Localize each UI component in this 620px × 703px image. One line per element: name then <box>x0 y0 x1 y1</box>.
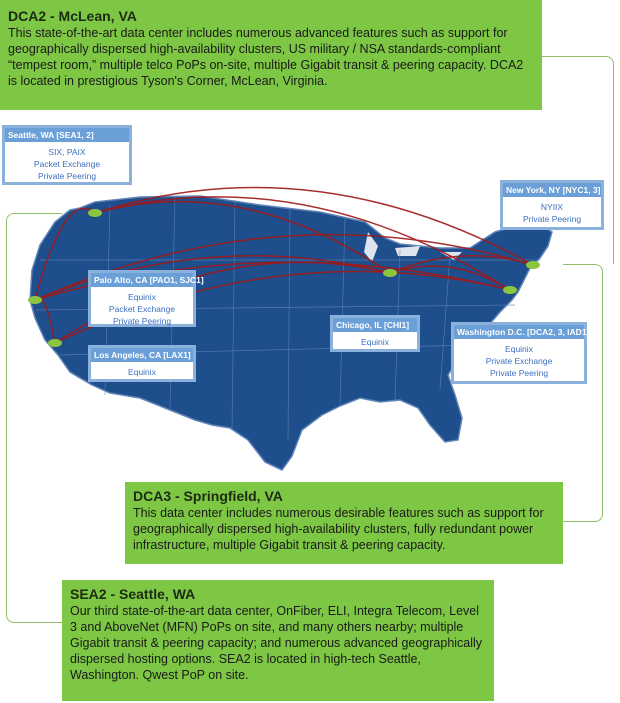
location-washington-dc-item: Equinix <box>505 344 533 354</box>
node-dc <box>503 286 517 294</box>
location-palo-alto-item: Private Peering <box>112 316 172 326</box>
location-nyc <box>500 180 604 230</box>
location-washington-dc-item: Private Peering <box>489 368 549 378</box>
dca3-title: DCA3 - Springfield, VA <box>133 488 283 504</box>
location-seattle-item: SIX, PAIX <box>48 147 86 157</box>
location-palo-alto <box>88 270 204 327</box>
location-palo-alto-header: Palo Alto, CA [PAO1, SJC1] <box>91 273 193 287</box>
location-washington-dc <box>451 322 590 384</box>
location-seattle <box>2 125 132 185</box>
node-seattle <box>88 209 102 217</box>
dca3-description: This data center includes numerous desirable features such as support for geographically dispersed high-availability clusters, fully redundant power infrastructure, multiple Gigabit transit & peering capacity. <box>133 506 544 552</box>
location-palo-alto-item: Equinix <box>128 292 156 302</box>
location-chicago-item: Equinix <box>361 337 389 347</box>
location-chicago <box>330 315 420 352</box>
node-la <box>48 339 62 347</box>
location-los-angeles-header: Los Angeles, CA [LAX1] <box>91 348 193 362</box>
location-nyc-item: Private Peering <box>522 214 582 224</box>
dca2-title: DCA2 - McLean, VA <box>8 8 137 24</box>
location-nyc-header: New York, NY [NYC1, 3] <box>503 183 601 197</box>
location-seattle-item: Packet Exchange <box>33 159 101 169</box>
location-washington-dc-header: Washington D.C. [DCA2, 3, IAD1] <box>454 325 584 339</box>
location-los-angeles-item: Equinix <box>128 367 156 377</box>
dca2-description: This state-of-the-art data center includes numerous advanced features such as support for geographically dispersed high-availability clusters, US military / NSA standards-compliant “tempest room,” multiple telco PoPs on-site, multiple Gigabit transit & peering capacity. DCA2 is located in prestigious Tyson's Corner, McLean, Virginia. <box>8 26 524 88</box>
node-chicago <box>383 269 397 277</box>
location-los-angeles <box>88 345 196 382</box>
dca2-info-box <box>0 0 542 110</box>
location-chicago-header: Chicago, IL [CHI1] <box>333 318 417 332</box>
location-seattle-header: Seattle, WA [SEA1, 2] <box>5 128 129 142</box>
sea2-title: SEA2 - Seattle, WA <box>70 586 196 602</box>
node-nyc <box>526 261 540 269</box>
sea2-info-box <box>62 580 494 701</box>
node-paloalto <box>28 296 42 304</box>
location-washington-dc-item: Private Exchange <box>485 356 553 366</box>
location-palo-alto-item: Packet Exchange <box>108 304 176 314</box>
sea2-description: Our third state-of-the-art data center, OnFiber, ELI, Integra Telecom, Level 3 and AboveNet (MFN) PoPs on site, and many others nearby; multiple Gigabit transit & peering capacity; and numerous advanced geographically dispersed hosting options. SEA2 is located in high-tech Seattle, Washington. Qwest PoP on site. <box>70 604 483 682</box>
dca3-info-box <box>125 482 563 564</box>
location-nyc-item: NYIIX <box>540 202 564 212</box>
location-seattle-item: Private Peering <box>37 171 97 181</box>
